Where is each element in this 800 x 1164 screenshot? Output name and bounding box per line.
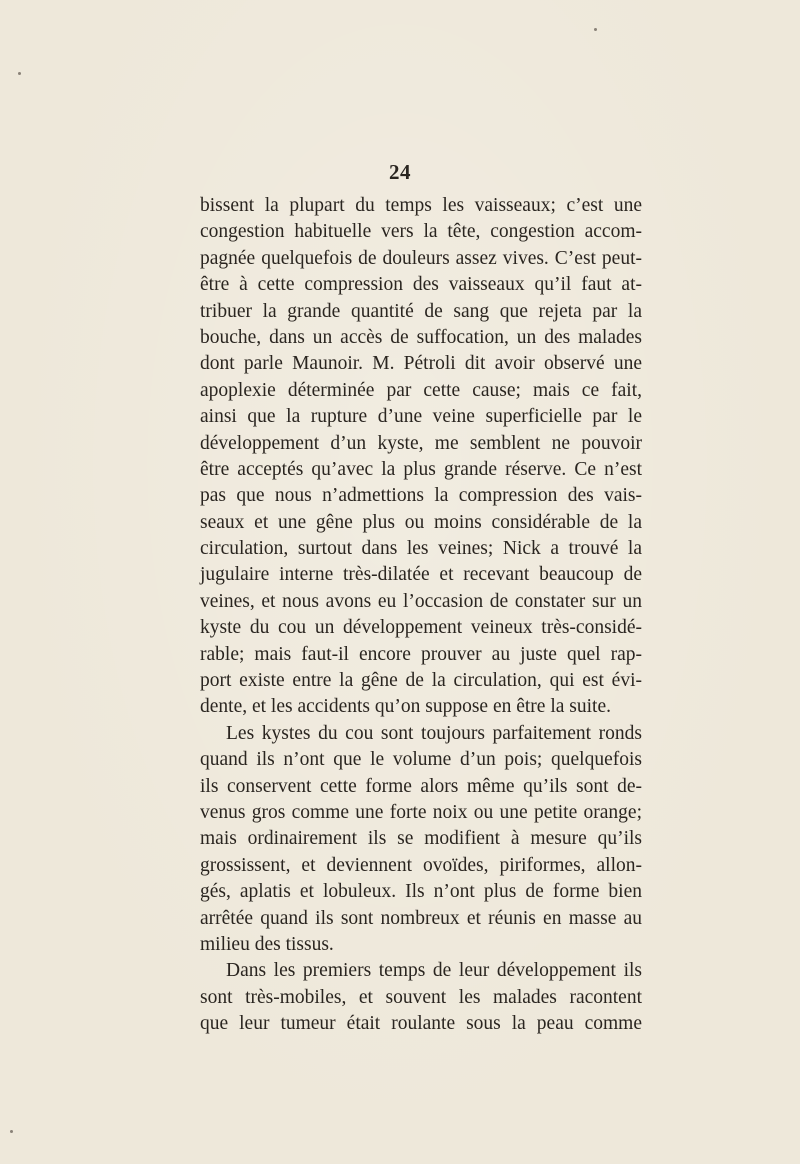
text-line: rable; mais faut-il encore prouver au juste quel rap- [200,643,642,665]
text-line: bissent la plupart du temps les vaisseaux; c’est une [200,195,642,216]
text-line: jugulaire interne très-dilatée et recevant beaucoup de [200,564,642,586]
text-line: que leur tumeur était roulante sous la peau comme [200,1013,642,1035]
text-line: port existe entre la gêne de la circulation, qui est évi- [200,670,642,692]
paper-speck [10,1130,13,1133]
text-line: milieu des tissus. [200,933,334,955]
text-line: être à cette compression des vaisseaux qu’il faut at- [200,274,642,296]
text-line: pas que nous n’admettions la compression des vais- [200,485,642,507]
text-line: Dans les premiers temps de leur développement ils [226,960,642,982]
text-line: mais ordinairement ils se modifient à mesure qu’ils [200,828,642,850]
text-line: dente, et les accidents qu’on suppose en être la suite. [200,696,611,718]
text-line: développement d’un kyste, me semblent ne pouvoir [200,432,642,454]
page-number: 24 [389,160,411,184]
text-line: ainsi que la rupture d’une veine superficielle par le [200,406,642,428]
text-line: congestion habituelle vers la tête, congestion accom- [200,221,642,243]
paper-speck [594,28,597,31]
text-line: grossissent, et deviennent ovoïdes, piriformes, allon- [200,854,642,876]
text-line: gés, aplatis et lobuleux. Ils n’ont plus de forme bien [200,881,642,903]
text-line: apoplexie déterminée par cette cause; mais ce fait, [200,379,642,401]
text-line: Les kystes du cou sont toujours parfaitement ronds [226,722,642,744]
body-text [200,193,642,1038]
text-line: ils conservent cette forme alors même qu’ils sont de- [200,775,642,797]
text-line: veines, et nous avons eu l’occasion de constater sur un [200,590,642,612]
text-line: arrêtée quand ils sont nombreux et réunis en masse au [200,907,642,929]
text-line: dont parle Maunoir. M. Pétroli dit avoir observé une [200,353,642,375]
text-line: être acceptés qu’avec la plus grande réserve. Ce n’est [200,458,642,480]
text-line: kyste du cou un développement veineux très-considé- [200,617,642,639]
text-line: venus gros comme une forte noix ou une petite orange; [200,801,642,823]
text-line: pagnée quelquefois de douleurs assez vives. C’est peut- [200,247,642,269]
text-line: sont très-mobiles, et souvent les malades racontent [200,986,642,1008]
text-line: quand ils n’ont que le volume d’un pois; quelquefois [200,749,642,771]
text-line: circulation, surtout dans les veines; Nick a trouvé la [200,538,642,560]
text-line: seaux et une gêne plus ou moins considérable de la [200,511,642,533]
text-line: bouche, dans un accès de suffocation, un des malades [200,326,642,348]
paper-speck [18,72,21,75]
text-line: tribuer la grande quantité de sang que rejeta par la [200,300,642,322]
